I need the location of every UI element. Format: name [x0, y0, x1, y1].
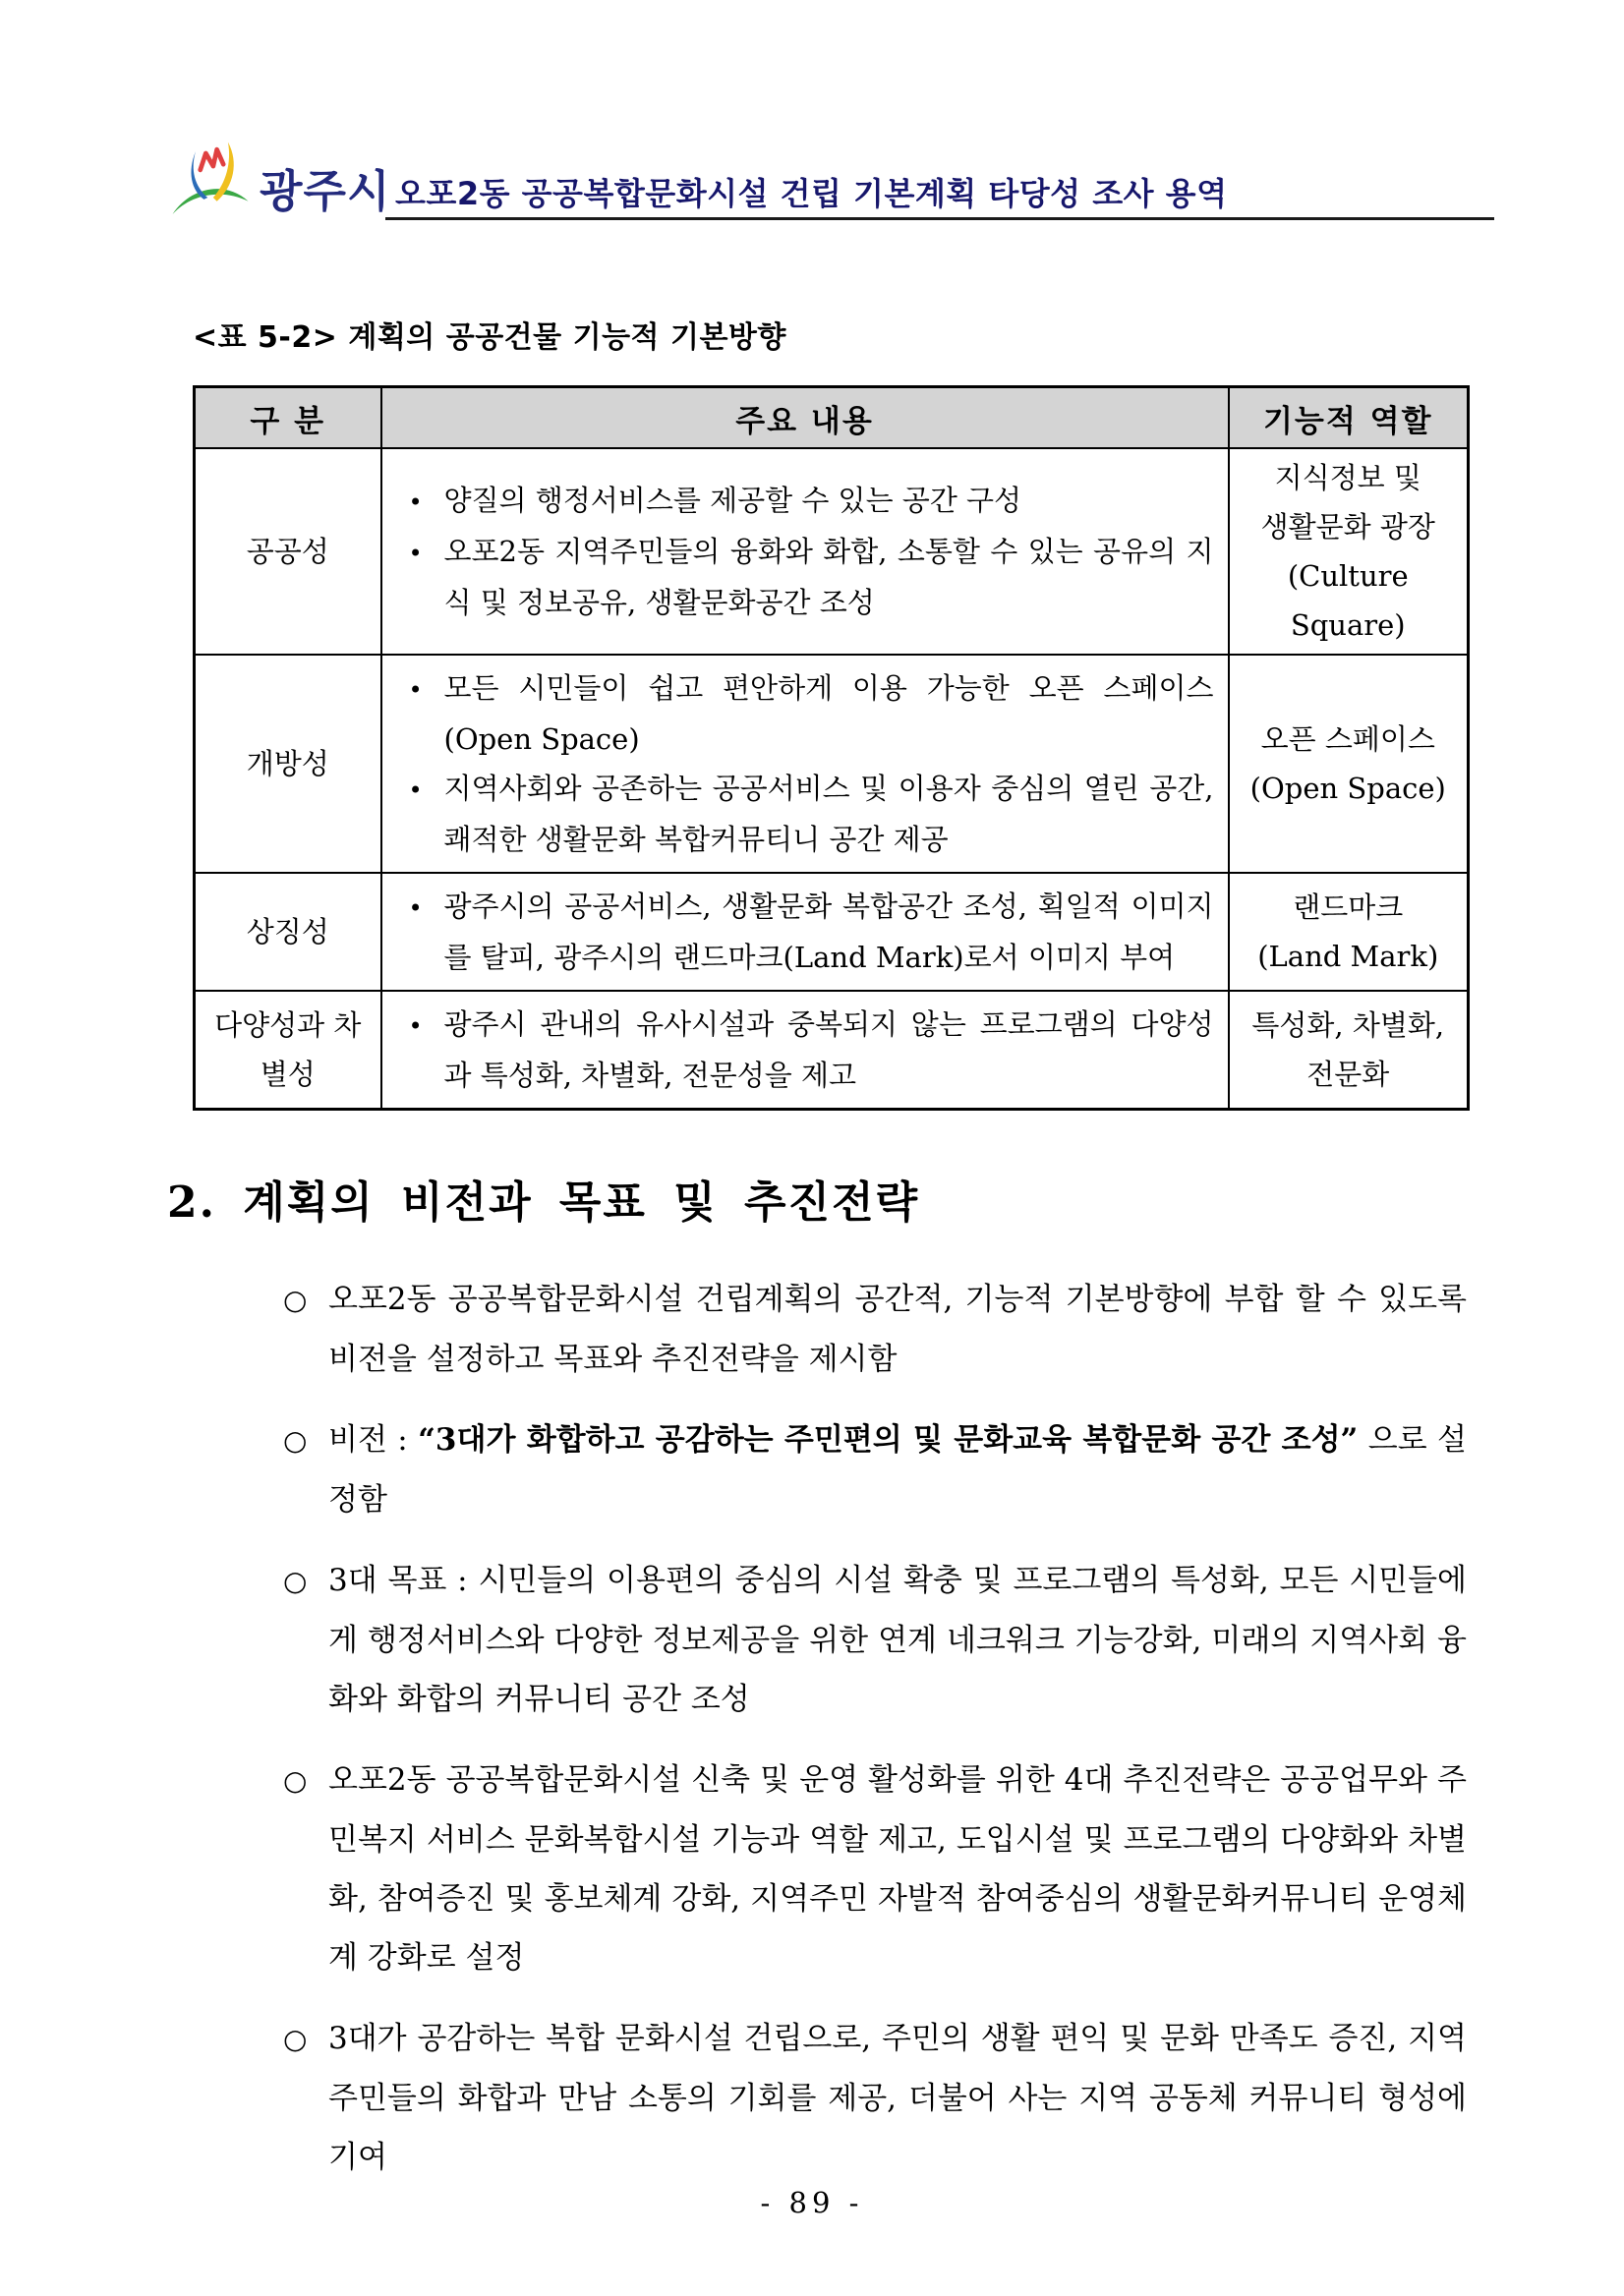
circle-bullet-icon: ○ — [283, 2023, 308, 2055]
dot-bullet-icon: • — [408, 676, 423, 704]
logo-city-name: 광주시 — [260, 165, 391, 217]
row-role — [1229, 448, 1469, 655]
detail-text: 모든 시민들이 쉽고 편안하게 이용 가능한 오픈 스페이스 (Open Space) — [443, 671, 1214, 756]
bullet-item-four-strategies — [283, 1751, 1467, 1987]
bullet-text-bold: “3대가 화합하고 공감하는 주민편의 및 문화교육 복합문화 공간 조성” — [418, 1422, 1359, 1458]
page-number: - 89 - — [760, 2186, 864, 2219]
column-header-role: 기능적 역할 — [1229, 387, 1469, 449]
detail-item — [382, 882, 1214, 982]
circle-bullet-icon: ○ — [283, 1565, 308, 1597]
role-line: (Culture Square) — [1287, 559, 1409, 642]
basic-direction-table — [193, 385, 1470, 1111]
bullet-item-vision-statement — [283, 1410, 1467, 1529]
column-header-content: 주요 내용 — [381, 387, 1229, 449]
bullet-text: 오포2동 공공복합문화시설 신축 및 운영 활성화를 위한 4대 추진전략은 공공업무와 주민복지 서비스 문화복합시설 기능과 역할 제고, 도입시설 및 프로그램의 다양화와 차별화, 참여증진 및 홍보체계 강화, 지역주민 자발적 참여중심의 생활문화커뮤니티 운영체계 강화로 설정 — [328, 1762, 1467, 1976]
bullet-item-three-goals — [283, 1551, 1467, 1729]
row-category: 상징성 — [195, 873, 381, 991]
table-row-openness — [195, 655, 1469, 873]
dot-bullet-icon: • — [408, 1012, 423, 1040]
role-line: (Land Mark) — [1257, 940, 1439, 973]
document-header-title: 오포2동 공공복합문화시설 건립 기본계획 타당성 조사 용역 — [395, 175, 1228, 212]
circle-bullet-icon: ○ — [283, 1424, 308, 1457]
role-line: 랜드마크 — [1293, 890, 1404, 924]
row-role — [1229, 873, 1469, 991]
row-category: 다양성과 차별성 — [195, 991, 381, 1110]
detail-text: 양질의 행정서비스를 제공할 수 있는 공간 구성 — [443, 484, 1022, 517]
column-header-category: 구 분 — [195, 387, 381, 449]
row-category: 개방성 — [195, 655, 381, 873]
table-caption: <표 5-2> 계획의 공공건물 기능적 기본방향 — [193, 320, 786, 355]
dot-bullet-icon: • — [408, 540, 423, 567]
detail-item — [382, 764, 1214, 864]
bullet-item-vision-setup — [283, 1270, 1467, 1389]
header-divider — [385, 217, 1494, 220]
dot-bullet-icon: • — [408, 776, 423, 804]
row-details — [381, 873, 1229, 991]
detail-text: 지역사회와 공존하는 공공서비스 및 이용자 중심의 열린 공간, 쾌적한 생활문화 복합커뮤티니 공간 제공 — [443, 772, 1214, 856]
detail-text: 광주시의 공공서비스, 생활문화 복합공간 조성, 획일적 이미지를 탈피, 광주시의 랜드마크(Land Mark)로서 이미지 부여 — [443, 890, 1214, 974]
row-category: 공공성 — [195, 448, 381, 655]
table-row-diversity — [195, 991, 1469, 1110]
row-details — [381, 991, 1229, 1110]
bullet-item-community-contribution — [283, 2009, 1467, 2187]
role-line: 전문화 — [1306, 1058, 1390, 1091]
role-line: (Open Space) — [1249, 772, 1446, 805]
circle-bullet-icon: ○ — [283, 1284, 308, 1316]
detail-item — [382, 527, 1214, 627]
detail-item — [382, 476, 1214, 527]
role-line: 특성화, 차별화, — [1251, 1008, 1445, 1042]
detail-text: 광주시 관내의 유사시설과 중복되지 않는 프로그램의 다양성과 특성화, 차별화, 전문성을 제고 — [443, 1007, 1214, 1092]
table-row-symbolism — [195, 873, 1469, 991]
dot-bullet-icon: • — [408, 894, 423, 922]
gwangju-city-logo-icon — [165, 134, 258, 232]
section-heading: 2. 계획의 비전과 목표 및 추진전략 — [167, 1177, 920, 1228]
row-role — [1229, 655, 1469, 873]
bullet-text: 오포2동 공공복합문화시설 건립계획의 공간적, 기능적 기본방향에 부합 할 수 있도록 비전을 설정하고 목표와 추진전략을 제시함 — [328, 1282, 1467, 1377]
role-line: 오픈 스페이스 — [1260, 722, 1435, 756]
role-line: 지식정보 및 — [1274, 461, 1421, 494]
circle-bullet-icon: ○ — [283, 1764, 308, 1797]
table-row-publicness — [195, 448, 1469, 655]
bullet-text: 3대 목표 : 시민들의 이용편의 중심의 시설 확충 및 프로그램의 특성화, 모든 시민들에게 행정서비스와 다양한 정보제공을 위한 연계 네크워크 기능강화, 미래의 지역사회 융화와 화합의 커뮤니티 공간 조성 — [328, 1563, 1467, 1717]
role-line: 생활문화 광장 — [1260, 510, 1435, 544]
row-details — [381, 448, 1229, 655]
bullet-text: 3대가 공감하는 복합 문화시설 건립으로, 주민의 생활 편익 및 문화 만족도 증진, 지역주민들의 화합과 만남 소통의 기회를 제공, 더불어 사는 지역 공동체 커뮤니티 형성에 기여 — [328, 2021, 1467, 2175]
detail-text: 오포2동 지역주민들의 융화와 화합, 소통할 수 있는 공유의 지식 및 정보공유, 생활문화공간 조성 — [443, 535, 1214, 619]
row-role — [1229, 991, 1469, 1110]
bullet-text: 비전 : — [328, 1422, 419, 1458]
page-content — [167, 313, 1467, 2209]
detail-item — [382, 663, 1214, 764]
detail-item — [382, 1000, 1214, 1100]
bullet-text: 으로 설정함 — [328, 1422, 1467, 1518]
dot-bullet-icon: • — [408, 488, 423, 516]
row-details — [381, 655, 1229, 873]
table-header-row — [195, 387, 1469, 449]
